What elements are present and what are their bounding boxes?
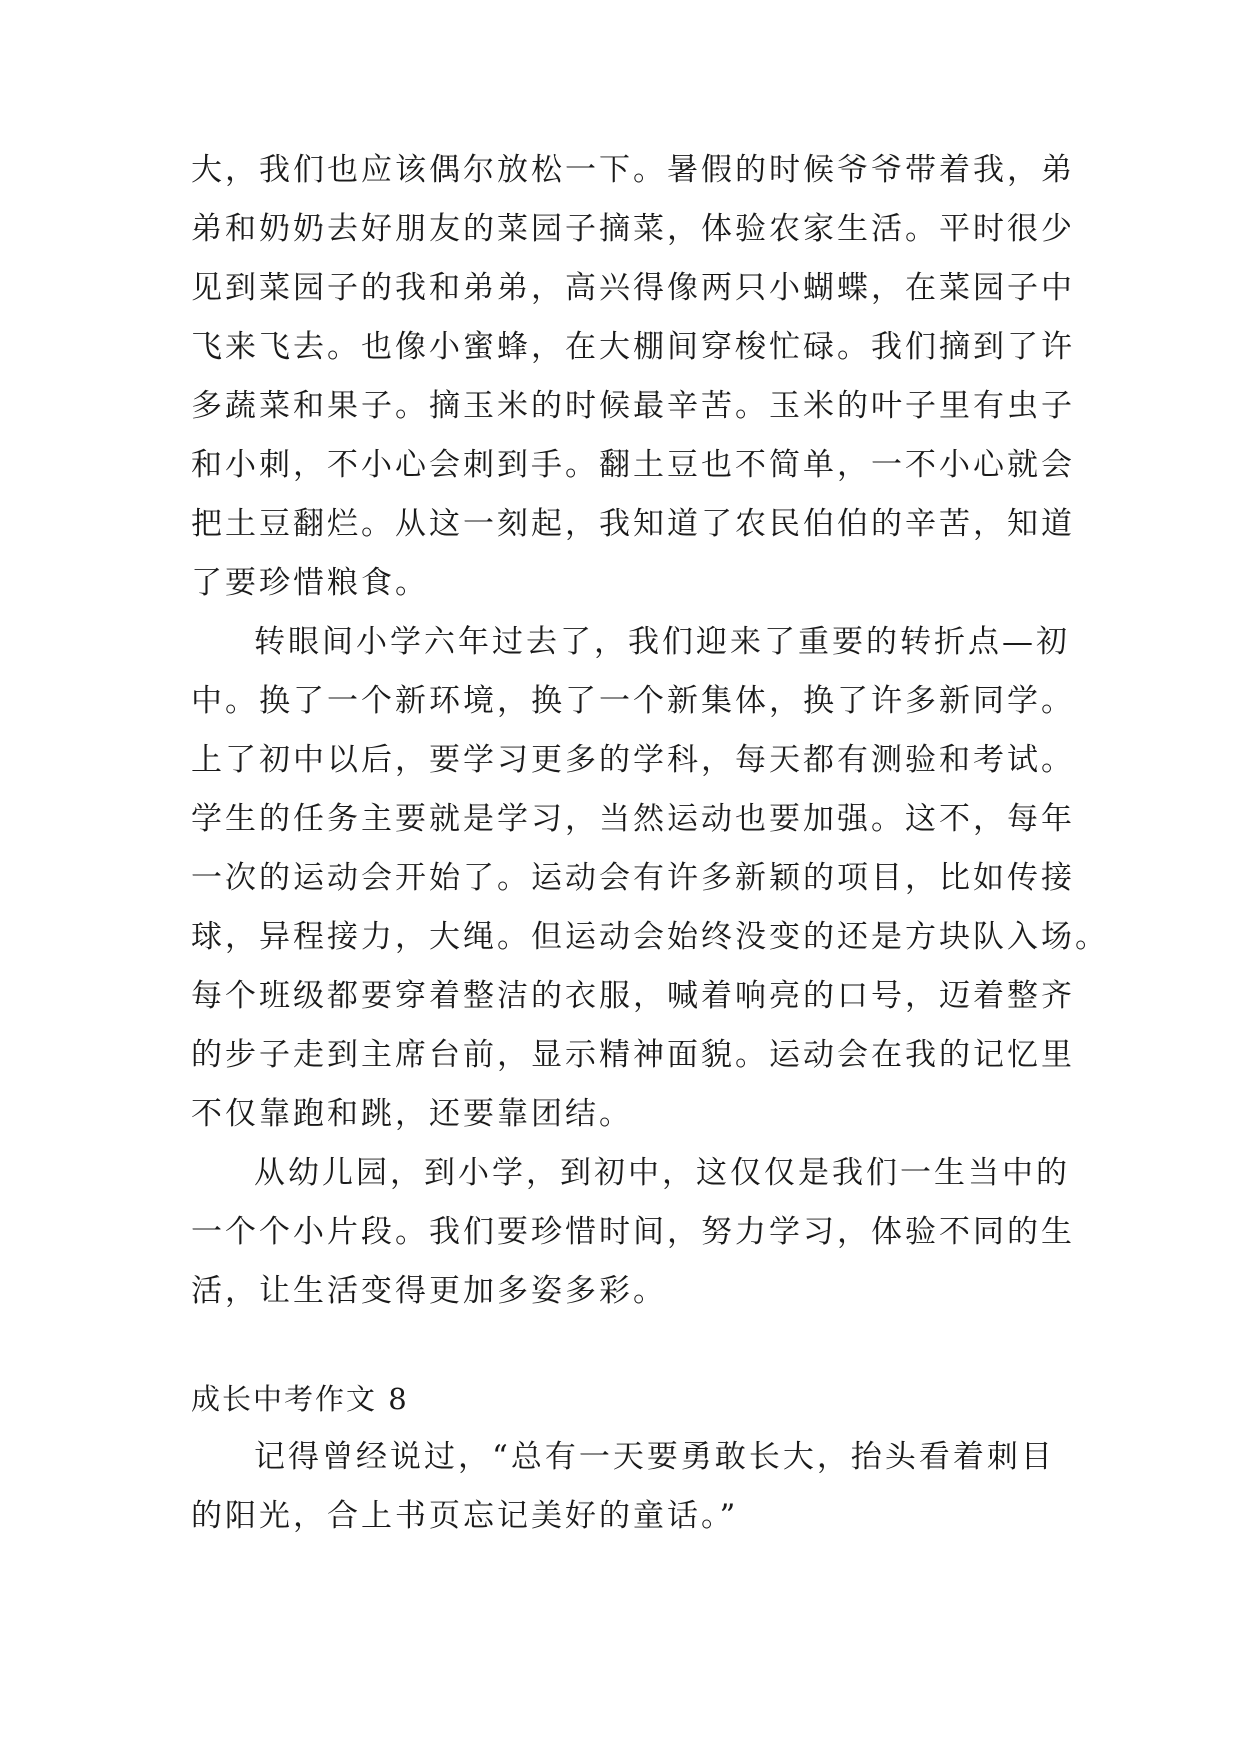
- paragraph-line: 一个个小片段。我们要珍惜时间，努力学习，体验不同的生: [191, 1214, 1075, 1250]
- paragraph-line: 不仅靠跑和跳，还要靠团结。: [191, 1096, 633, 1132]
- paragraph-line: 见到菜园子的我和弟弟，高兴得像两只小蝴蝶，在菜园子中: [191, 270, 1075, 306]
- paragraph-line: 转眼间小学六年过去了，我们迎来了重要的转折点—初: [254, 624, 1070, 660]
- paragraph-line: 把土豆翻烂。从这一刻起，我知道了农民伯伯的辛苦，知道: [191, 506, 1075, 542]
- paragraph-line: 和小刺，不小心会刺到手。翻土豆也不简单，一不小心就会: [191, 447, 1075, 483]
- paragraph-line: 记得曾经说过，“总有一天要勇敢长大，抬头看着刺目: [254, 1439, 1055, 1475]
- paragraph-line: 球，异程接力，大绳。但运动会始终没变的还是方块队入场。: [191, 919, 1109, 955]
- paragraph-line: 的步子走到主席台前，显示精神面貌。运动会在我的记忆里: [191, 1037, 1075, 1073]
- paragraph-line: 弟和奶奶去好朋友的菜园子摘菜，体验农家生活。平时很少: [191, 211, 1075, 247]
- paragraph-line: 从幼儿园，到小学，到初中，这仅仅是我们一生当中的: [254, 1155, 1070, 1191]
- paragraph-line: 大，我们也应该偶尔放松一下。暑假的时候爷爷带着我，弟: [191, 152, 1075, 188]
- paragraph-line: 中。换了一个新环境，换了一个新集体，换了许多新同学。: [191, 683, 1075, 719]
- paragraph-line: 飞来飞去。也像小蜜蜂，在大棚间穿梭忙碌。我们摘到了许: [191, 329, 1075, 365]
- paragraph-line: 一次的运动会开始了。运动会有许多新颖的项目，比如传接: [191, 860, 1075, 896]
- paragraph-line: 的阳光，合上书页忘记美好的童话。”: [191, 1498, 739, 1534]
- paragraph-line: 活，让生活变得更加多姿多彩。: [191, 1273, 667, 1309]
- paragraph-line: 每个班级都要穿着整洁的衣服，喊着响亮的口号，迈着整齐: [191, 978, 1075, 1014]
- paragraph-line: 多蔬菜和果子。摘玉米的时候最辛苦。玉米的叶子里有虫子: [191, 388, 1075, 424]
- section-heading: 成长中考作文 8: [191, 1382, 409, 1416]
- paragraph-line: 上了初中以后，要学习更多的学科，每天都有测验和考试。: [191, 742, 1075, 778]
- paragraph-line: 了要珍惜粮食。: [191, 565, 429, 601]
- paragraph-line: 学生的任务主要就是学习，当然运动也要加强。这不，每年: [191, 801, 1075, 837]
